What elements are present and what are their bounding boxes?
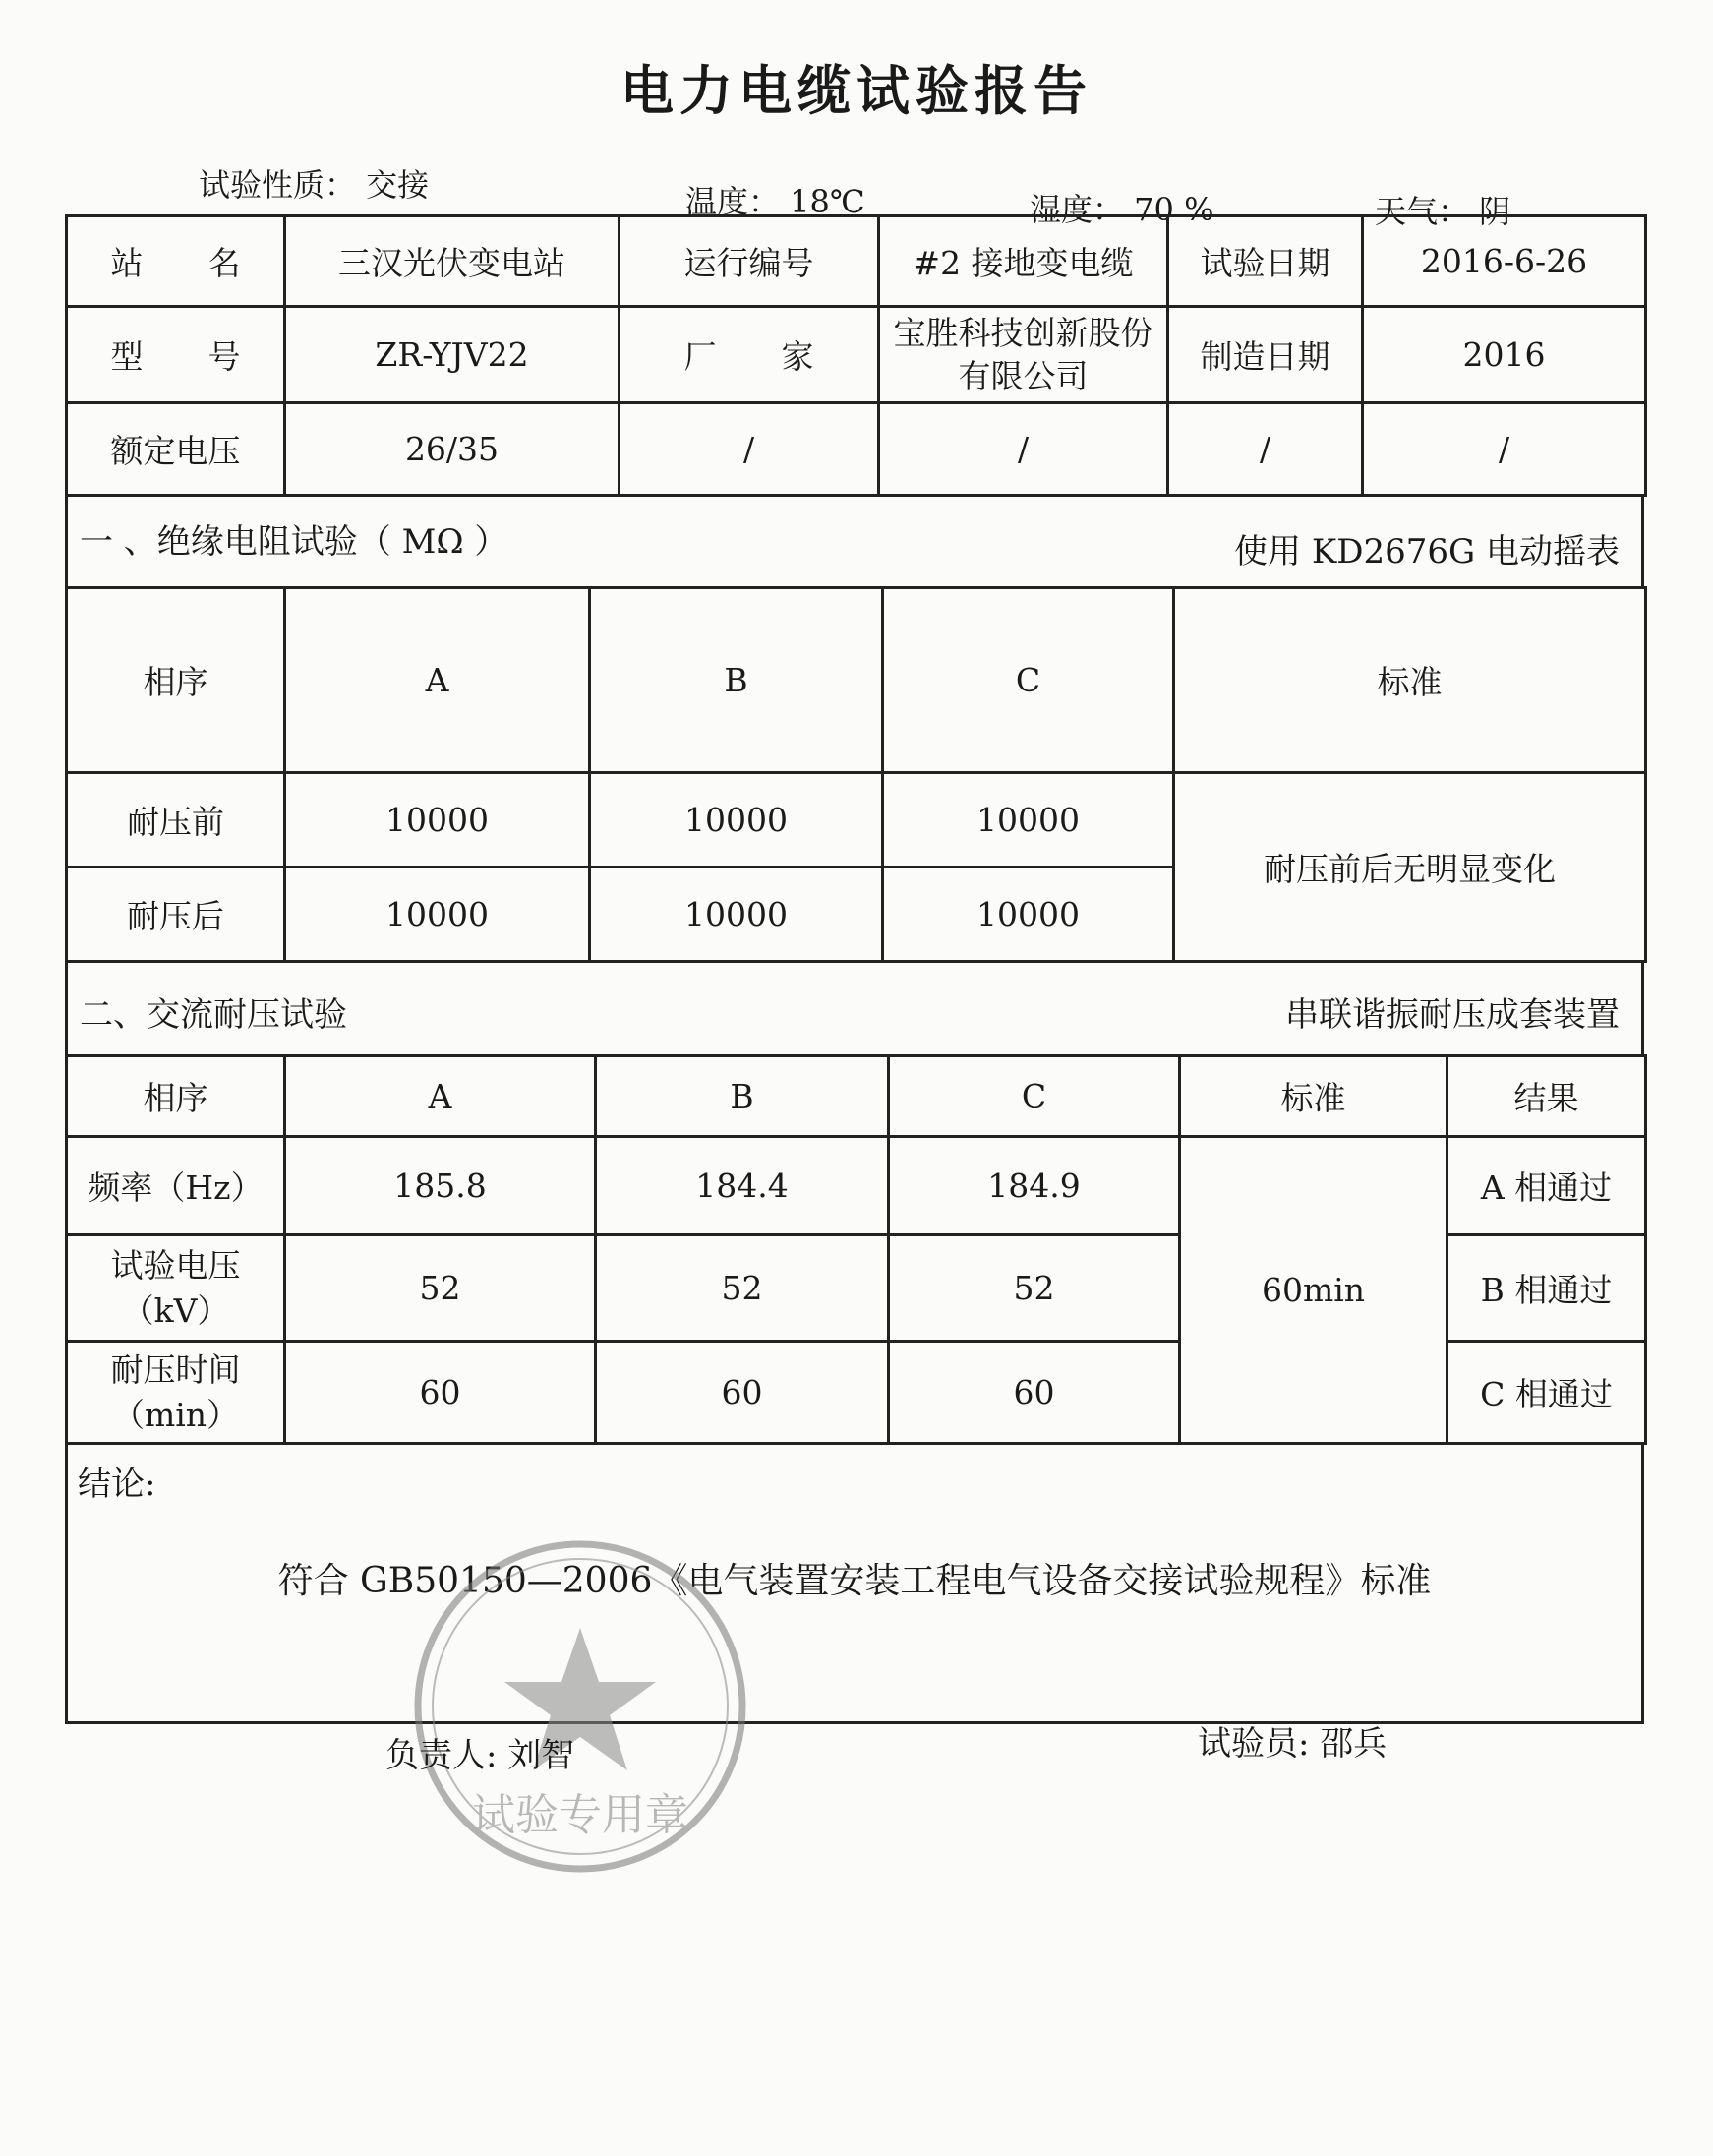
insulation-heading: 一 、绝缘电阻试验（ MΩ ）: [80, 522, 508, 562]
manufacture-date-value: 2016: [1363, 307, 1646, 403]
empty-cell: /: [1363, 403, 1646, 496]
test-nature: 试验性质： 交接: [199, 166, 430, 204]
phase-b-header: B: [596, 1056, 889, 1137]
after-a-value: 10000: [285, 868, 590, 962]
insulation-section-header: [65, 495, 1644, 589]
before-c-value: 10000: [883, 773, 1174, 868]
phase-a-header: A: [285, 588, 590, 773]
ac-withstand-device: 串联谐振耐压成套装置: [1285, 995, 1620, 1035]
ac-withstand-heading: 二、交流耐压试验: [80, 995, 347, 1035]
frequency-b-value: 184.4: [596, 1137, 889, 1235]
test-voltage-label: 试验电压（kV）: [67, 1235, 285, 1342]
manufacture-date-label: 制造日期: [1168, 307, 1363, 403]
after-c-value: 10000: [883, 868, 1174, 962]
phase-c-header: C: [889, 1056, 1180, 1137]
withstand-time-c-value: 60: [889, 1342, 1180, 1444]
weather: 天气： 阴: [1375, 193, 1511, 230]
result-b: B 相通过: [1447, 1235, 1646, 1342]
frequency-a-value: 185.8: [285, 1137, 596, 1235]
humidity: 湿度： 70 %: [1030, 191, 1214, 228]
insulation-instrument: 使用 KD2676G 电动摇表: [1234, 532, 1620, 571]
empty-cell: /: [1168, 403, 1363, 496]
after-b-value: 10000: [590, 868, 883, 962]
row-label-after: 耐压后: [67, 868, 285, 962]
phase-header: 相序: [67, 1056, 285, 1137]
test-voltage-b-value: 52: [596, 1235, 889, 1342]
withstand-standard-value: 60min: [1180, 1137, 1447, 1444]
manufacturer-value: 宝胜科技创新股份有限公司: [879, 307, 1168, 403]
model-label: 型 号: [67, 307, 285, 403]
result-a: A 相通过: [1447, 1137, 1646, 1235]
withstand-time-label: 耐压时间（min）: [67, 1342, 285, 1444]
empty-cell: /: [879, 403, 1168, 496]
conclusion-label: 结论:: [78, 1465, 156, 1504]
standard-header: 标准: [1180, 1056, 1447, 1137]
phase-a-header: A: [285, 1056, 596, 1137]
manufacturer-label: 厂 家: [620, 307, 879, 403]
standard-header: 标准: [1174, 588, 1646, 773]
responsible-person: 负责人: 刘智: [385, 1736, 575, 1775]
insulation-standard-note: 耐压前后无明显变化: [1174, 773, 1646, 962]
conclusion-text: 符合 GB50150—2006《电气装置安装工程电气设备交接试验规程》标准: [277, 1561, 1432, 1601]
ac-withstand-table: [65, 1054, 1647, 1445]
model-value: ZR-YJV22: [285, 307, 620, 403]
result-header: 结果: [1447, 1056, 1646, 1137]
result-c: C 相通过: [1447, 1342, 1646, 1444]
test-voltage-a-value: 52: [285, 1235, 596, 1342]
station-value: 三汉光伏变电站: [285, 216, 620, 307]
row-label-before: 耐压前: [67, 773, 285, 868]
conclusion-box: [65, 1445, 1644, 1724]
rated-voltage-value: 26/35: [285, 403, 620, 496]
test-date-value: 2016-6-26: [1363, 216, 1646, 307]
test-date-label: 试验日期: [1168, 216, 1363, 307]
withstand-time-a-value: 60: [285, 1342, 596, 1444]
frequency-c-value: 184.9: [889, 1137, 1180, 1235]
station-label: 站 名: [67, 216, 285, 307]
temperature: 温度： 18℃: [685, 183, 865, 220]
run-number-value: #2 接地变电缆: [879, 216, 1168, 307]
empty-cell: /: [620, 403, 879, 496]
phase-b-header: B: [590, 588, 883, 773]
stamp-text: 试验专用章: [472, 1790, 688, 1840]
cable-info-table: [65, 214, 1647, 497]
test-voltage-c-value: 52: [889, 1235, 1180, 1342]
phase-header: 相序: [67, 588, 285, 773]
rated-voltage-label: 额定电压: [67, 403, 285, 496]
report-title: 电力电缆试验报告: [620, 60, 1093, 122]
official-stamp: [408, 1534, 752, 1879]
ac-withstand-section-header: [65, 962, 1644, 1057]
frequency-label: 频率（Hz）: [67, 1137, 285, 1235]
before-a-value: 10000: [285, 773, 590, 868]
insulation-resistance-table: [65, 586, 1647, 963]
before-b-value: 10000: [590, 773, 883, 868]
phase-c-header: C: [883, 588, 1174, 773]
run-number-label: 运行编号: [620, 216, 879, 307]
withstand-time-b-value: 60: [596, 1342, 889, 1444]
tester: 试验员: 邵兵: [1198, 1724, 1388, 1764]
